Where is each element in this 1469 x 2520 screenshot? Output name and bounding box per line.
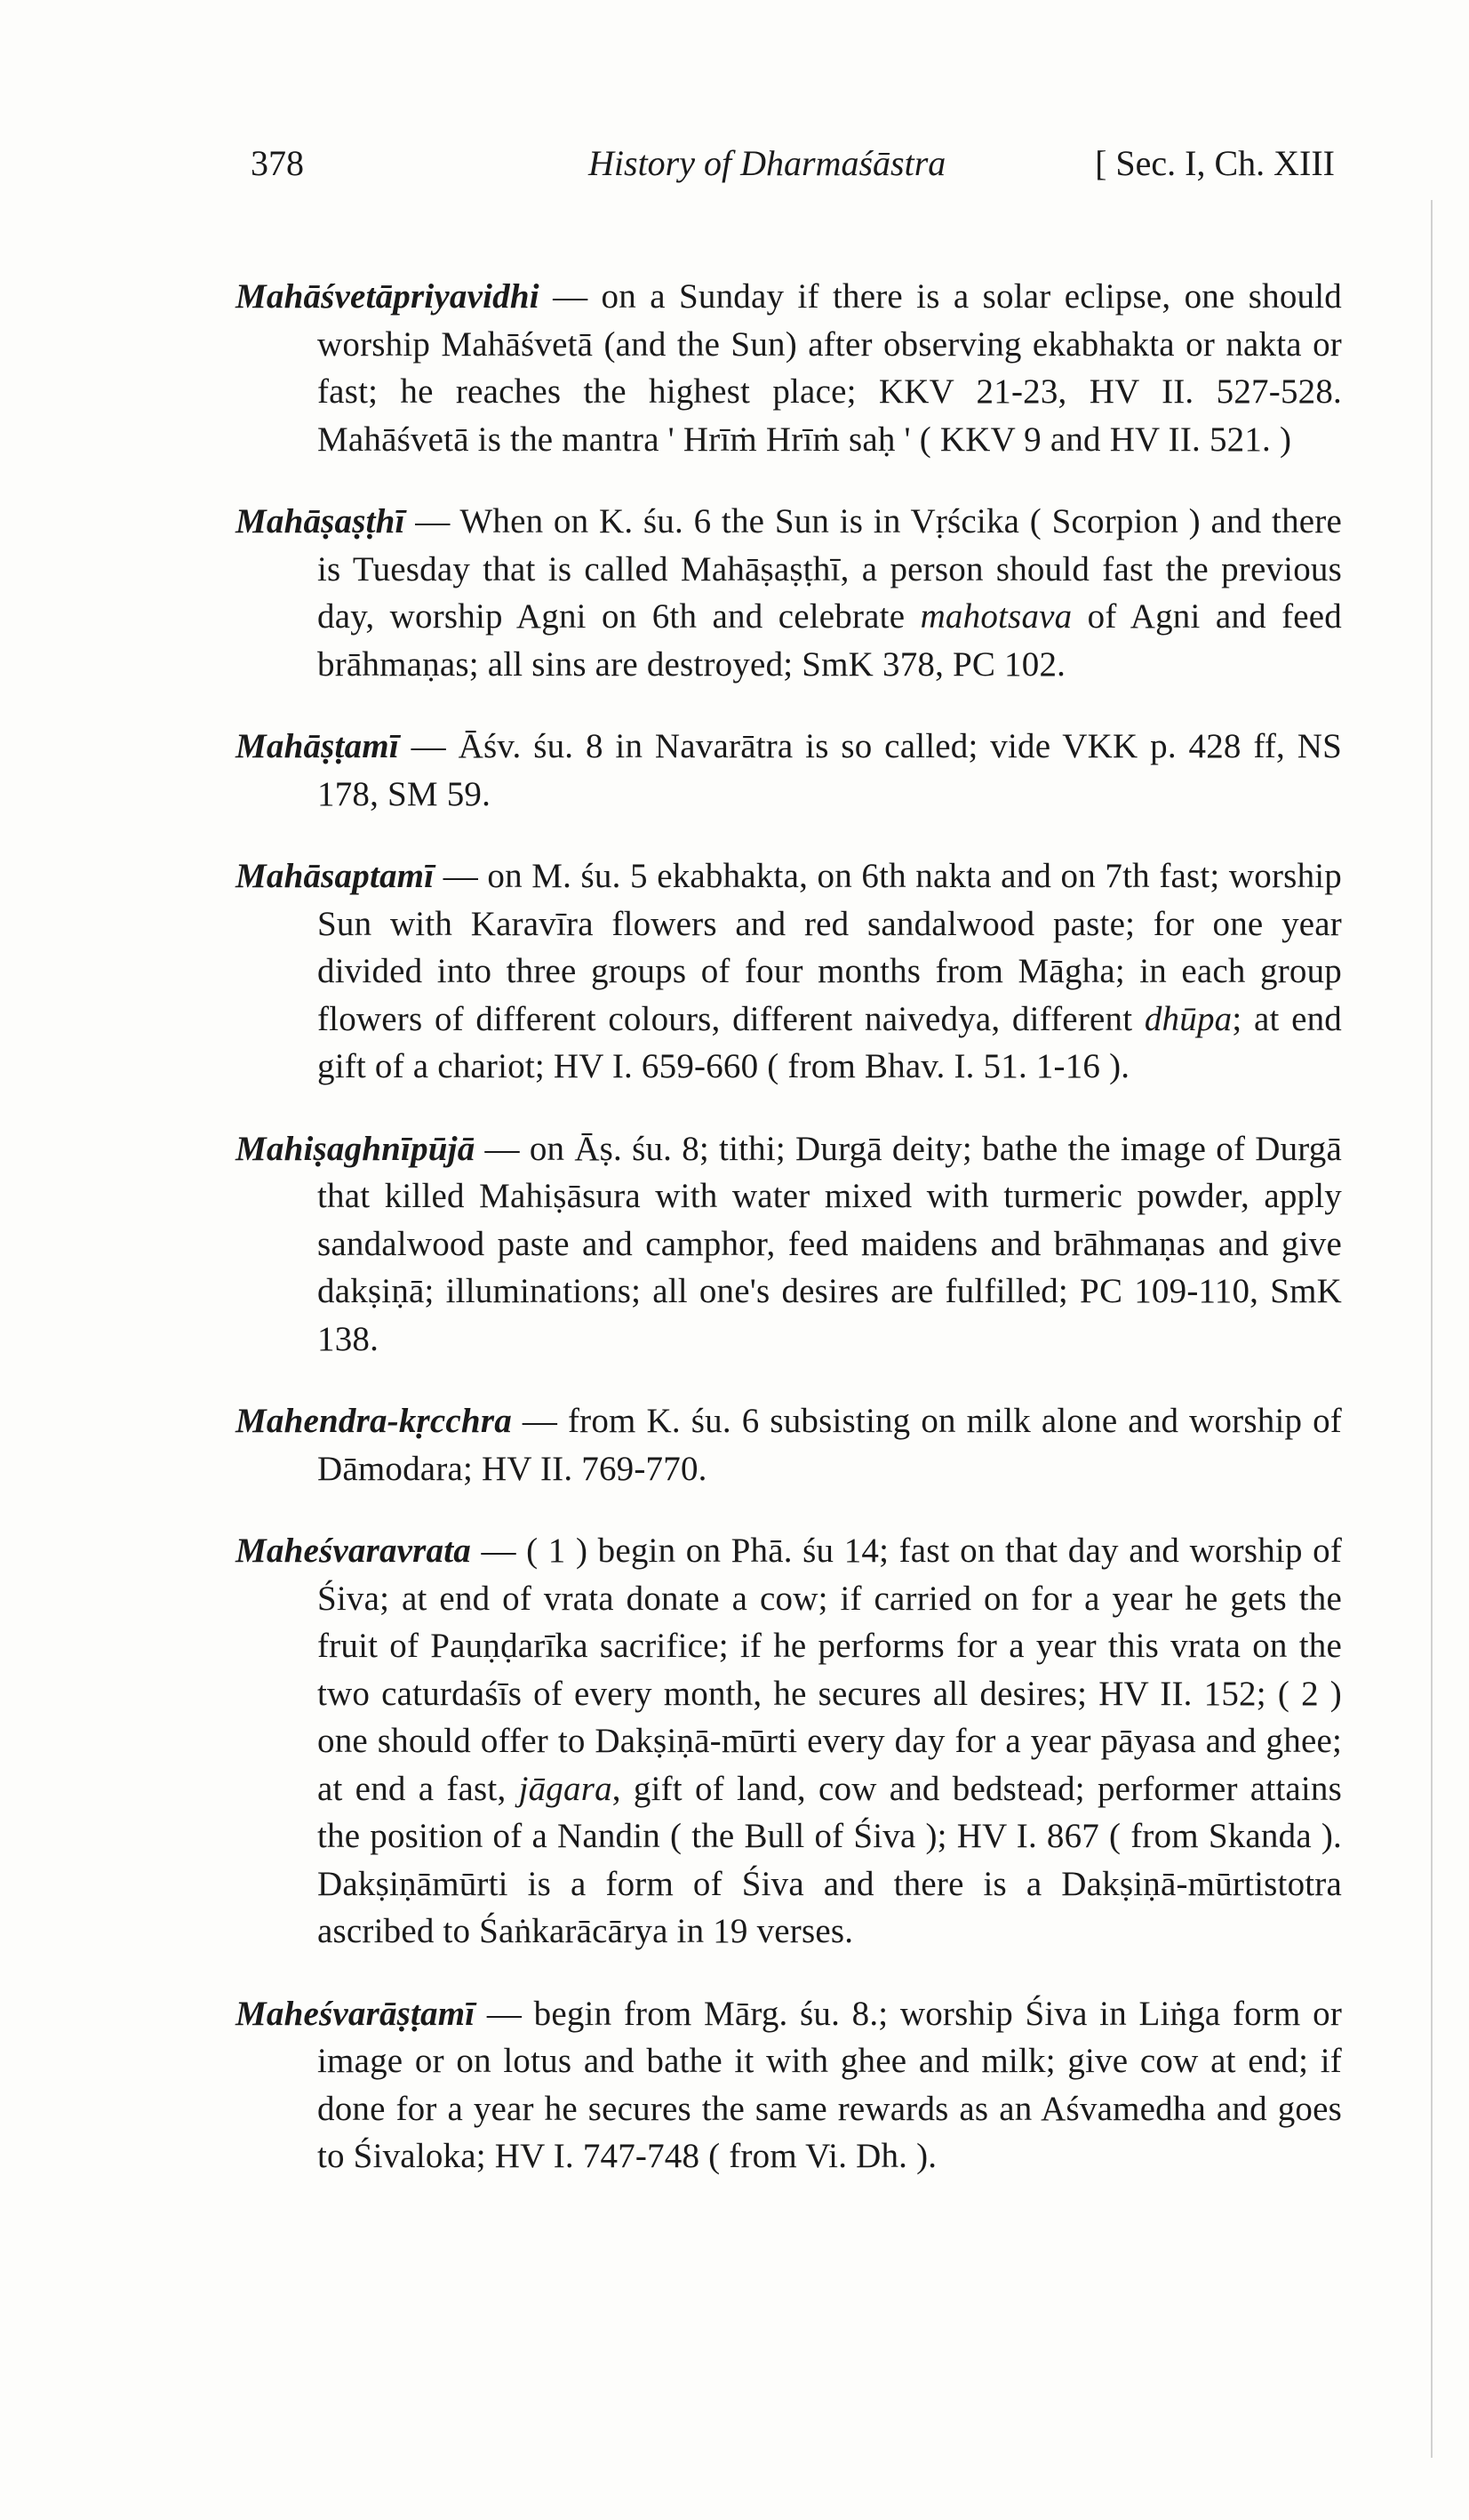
glossary-entry <box>236 1125 1342 1364</box>
entry-term: Mahāśvetāpriyavidhi <box>236 277 539 316</box>
entry-text: — on Āṣ. śu. 8; tithi; Durgā deity; bathe the image of Durgā that killed Mahiṣāsura with water mixed with turmeric powder, apply sandalwood paste and camphor, feed maidens and brāhmaṇas and give dakṣiṇā; illuminations; all one's desires are fulfilled; PC 109-110, SmK 138. <box>317 1129 1343 1358</box>
entry-term: Mahiṣaghnīpūjā <box>236 1129 475 1168</box>
glossary-entry <box>236 1990 1342 2180</box>
entry-italic-word: jāgara <box>518 1769 612 1808</box>
entry-text: ; at end gift of a chariot; HV I. 659-660 ( from Bhav. I. 51. 1-16 ). <box>317 999 1342 1085</box>
page-header <box>251 142 1335 204</box>
entry-term: Mahāsaptamī <box>236 857 435 895</box>
glossary-entry <box>236 1397 1342 1492</box>
entry-text: — When on K. śu. 6 the Sun is in Vṛścika ( Scorpion ) and there is Tuesday that is called Mahāṣaṣṭhī, a person should fast the previous day, worship Agni on 6th and celebrate <box>317 502 1342 636</box>
entry-term: Mahāṣṭamī <box>236 727 399 765</box>
entry-term: Maheśvaravrata <box>236 1532 471 1570</box>
entry-term: Mahāṣaṣṭhī <box>236 502 405 540</box>
entry-text: — from K. śu. 6 subsisting on milk alone and worship of Dāmodara; HV II. 769-770. <box>317 1402 1342 1488</box>
glossary-entry <box>236 273 1342 463</box>
entry-text: — on M. śu. 5 ekabhakta, on 6th nakta and on 7th fast; worship Sun with Karavīra flowers and red sandalwood paste; for one year divided into three groups of four months from Māgha; in each group flowers of different colours, different naivedya, different <box>317 857 1342 1038</box>
running-title: History of Dharmaśāstra <box>588 143 946 183</box>
page-number: 378 <box>251 143 304 183</box>
glossary-entry <box>236 852 1342 1091</box>
glossary-entries <box>236 238 1342 2204</box>
entry-term: Maheśvarāṣṭamī <box>236 1994 475 2033</box>
section-reference: [ Sec. I, Ch. XIII <box>1095 143 1335 183</box>
glossary-entry <box>236 723 1342 818</box>
glossary-entry <box>236 498 1342 688</box>
entry-text: of Agni and feed brāhmaṇas; all sins are destroyed; SmK 378, PC 102. <box>317 597 1343 684</box>
entry-text: — ( 1 ) begin on Phā. śu 14; fast on that day and worship of Śiva; at end of vrata donate a cow; if carried on for a year he gets the fruit of Pauṇḍarīka sacrifice; if he performs for a year this vrata on the two caturdaśīs of every month, he secures all desires; HV II. 152; ( 2 ) one should offer to Dakṣiṇā-mūrti every day for a year pāyasa and ghee; at end a fast, <box>317 1532 1343 1808</box>
entry-italic-word: dhūpa <box>1144 999 1233 1038</box>
entry-term: Mahendra-kṛcchra <box>236 1402 512 1440</box>
entry-italic-word: mahotsava <box>920 597 1073 636</box>
glossary-entry <box>236 1527 1342 1956</box>
entry-text: — on a Sunday if there is a solar eclipse, one should worship Mahāśvetā (and the Sun) after observing ekabhakta or nakta or fast; he reaches the highest place; KKV 21-23, HV II. 527-528. Mahāśvetā is the mantra ' Hrīṁ Hrīṁ saḥ ' ( KKV 9 and HV II. 521. ) <box>317 277 1342 459</box>
entry-text: — Āśv. śu. 8 in Navarātra is so called; vide VKK p. 428 ff, NS 178, SM 59. <box>317 727 1343 813</box>
scan-margin-line <box>1431 200 1433 2458</box>
entry-text: — begin from Mārg. śu. 8.; worship Śiva in Liṅga form or image or on lotus and bathe it with ghee and milk; give cow at end; if done for a year he secures the same rewards as an Aśvamedha and goes to Śivaloka; HV I. 747-748 ( from Vi. Dh. ). <box>317 1994 1343 2175</box>
entry-text: , gift of land, cow and bedstead; performer attains the position of a Nandin ( the Bull of Śiva ); HV I. 867 ( from Skanda ). Dakṣiṇāmūrti is a form of Śiva and there is a Dakṣiṇā-mūrtistotra ascribed to Śaṅkarācārya in 19 verses. <box>317 1769 1343 1950</box>
